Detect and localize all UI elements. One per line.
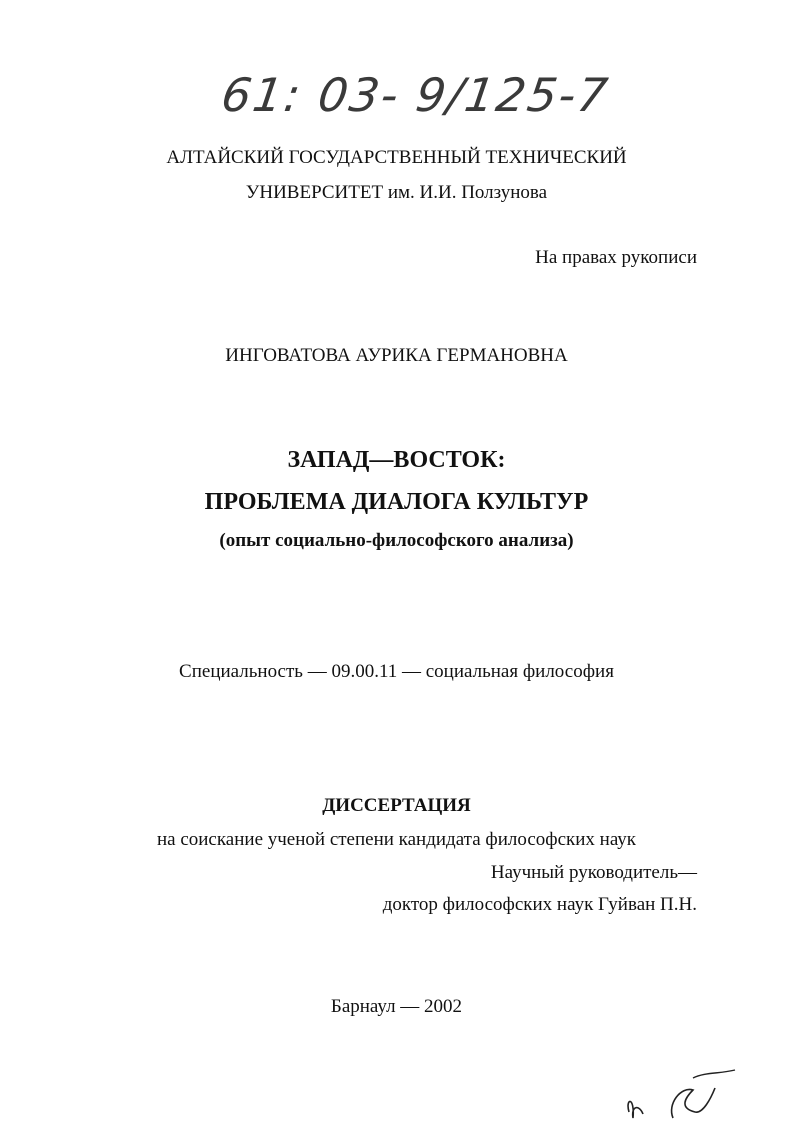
archive-code-handwritten: 61: 03- 9/125-7: [218, 68, 613, 122]
title-line-1: ЗАПАД—ВОСТОК:: [287, 447, 506, 473]
advisor-label: Научный руководитель—: [490, 862, 697, 883]
degree-line: на соискание ученой степени кандидата философских наук: [156, 829, 637, 850]
title-line-2: ПРОБЛЕМА ДИАЛОГА КУЛЬТУР: [204, 489, 589, 515]
dissertation-heading: ДИССЕРТАЦИЯ: [322, 795, 471, 816]
signature-scribble: [615, 1068, 765, 1122]
rights-note: На правах рукописи: [535, 247, 697, 268]
specialty: Специальность — 09.00.11 — социальная философия: [179, 661, 614, 682]
advisor-name: доктор философских наук Гуйван П.Н.: [382, 894, 697, 915]
institution-line-2: УНИВЕРСИТЕТ им. И.И. Ползунова: [245, 182, 548, 203]
institution-line-1: АЛТАЙСКИЙ ГОСУДАРСТВЕННЫЙ ТЕХНИЧЕСКИЙ: [166, 147, 627, 168]
place-year: Барнаул — 2002: [330, 996, 463, 1017]
title-subtitle: (опыт социально-философского анализа): [219, 530, 574, 551]
author-name: ИНГОВАТОВА АУРИКА ГЕРМАНОВНА: [225, 345, 568, 366]
